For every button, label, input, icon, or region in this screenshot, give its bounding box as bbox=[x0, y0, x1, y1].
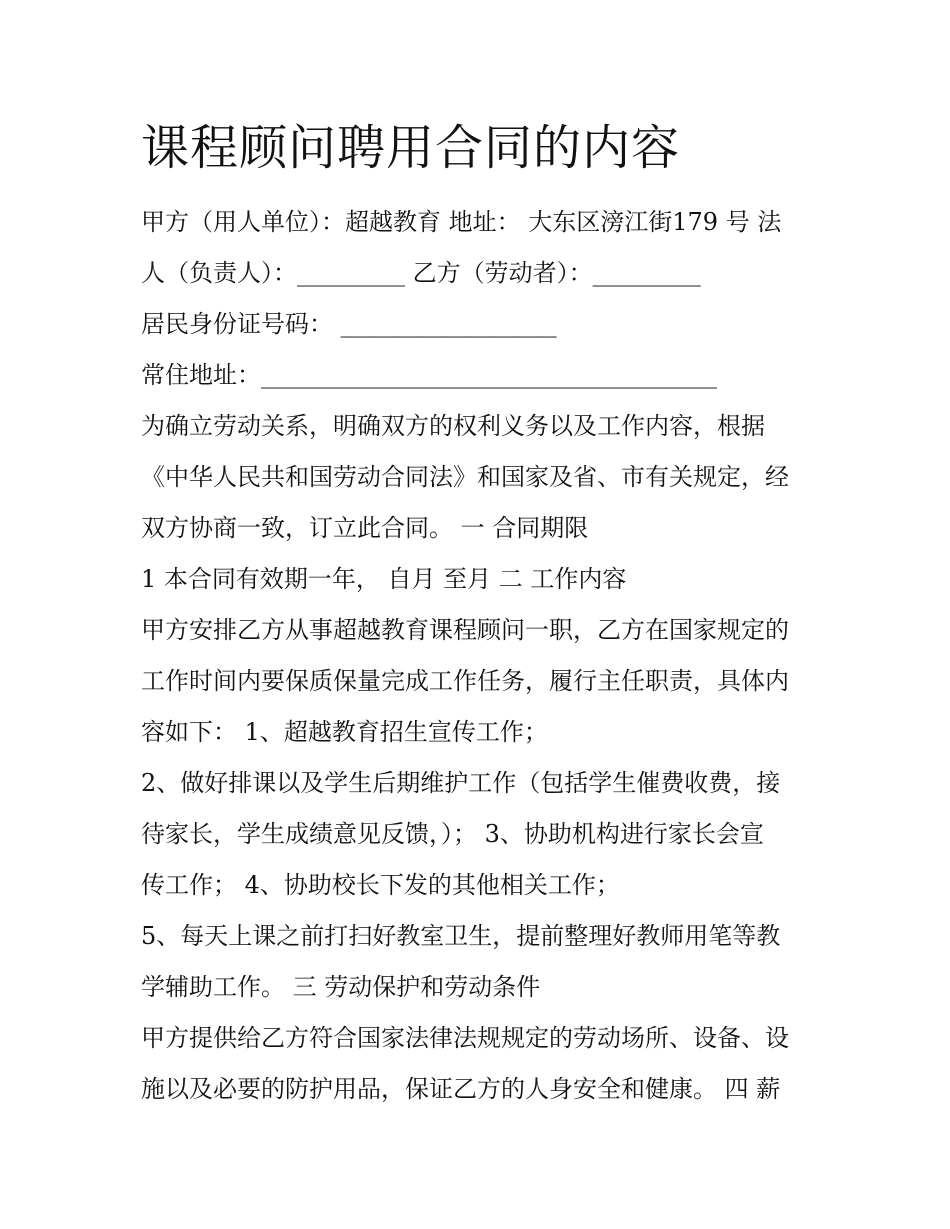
paragraph-line: 双方协商一致，订立此合同。 一 合同期限 bbox=[141, 514, 589, 542]
paragraph-line: 甲方提供给乙方符合国家法律法规规定的劳动场所、设备、设 bbox=[141, 1024, 789, 1052]
paragraph-line: 《中华人民共和国劳动合同法》和国家及省、市有关规定，经 bbox=[141, 463, 789, 491]
document-title: 课程顾问聘用合同的内容 bbox=[141, 120, 681, 176]
paragraph-line: 待家长，学生成绩意见反馈，）； 3、协助机构进行家长会宣 bbox=[141, 820, 764, 848]
paragraph-line: 工作时间内要保质保量完成工作任务，履行主任职责，具体内 bbox=[141, 667, 789, 695]
paragraph-line: 5、每天上课之前打扫好教室卫生，提前整理好教师用笔等教 bbox=[141, 922, 781, 950]
paragraph-line: 1 本合同有效期一年， 自月 至月 二 工作内容 bbox=[141, 565, 627, 593]
legal-rep-line: 人（负责人）：_________ 乙方（劳动者）：_________ bbox=[141, 259, 701, 287]
party-a-line: 甲方（用人单位）：超越教育 地址： 大东区滂江街179 号 法 bbox=[141, 208, 782, 236]
paragraph-line: 学辅助工作。 三 劳动保护和劳动条件 bbox=[141, 973, 541, 1001]
address-line: 常住地址：______________________________________ bbox=[141, 361, 717, 389]
paragraph-line: 传工作； 4、协助校长下发的其他相关工作； bbox=[141, 871, 620, 899]
paragraph-line: 施以及必要的防护用品，保证乙方的人身安全和健康。 四 薪 bbox=[141, 1075, 781, 1103]
id-number-line: 居民身份证号码： __________________ bbox=[141, 310, 557, 338]
paragraph-line: 为确立劳动关系，明确双方的权利义务以及工作内容，根据 bbox=[141, 412, 765, 440]
paragraph-line: 2、做好排课以及学生后期维护工作（包括学生催费收费，接 bbox=[141, 769, 781, 797]
paragraph-line: 容如下： 1、超越教育招生宣传工作； bbox=[141, 718, 548, 746]
paragraph-line: 甲方安排乙方从事超越教育课程顾问一职，乙方在国家规定的 bbox=[141, 616, 789, 644]
